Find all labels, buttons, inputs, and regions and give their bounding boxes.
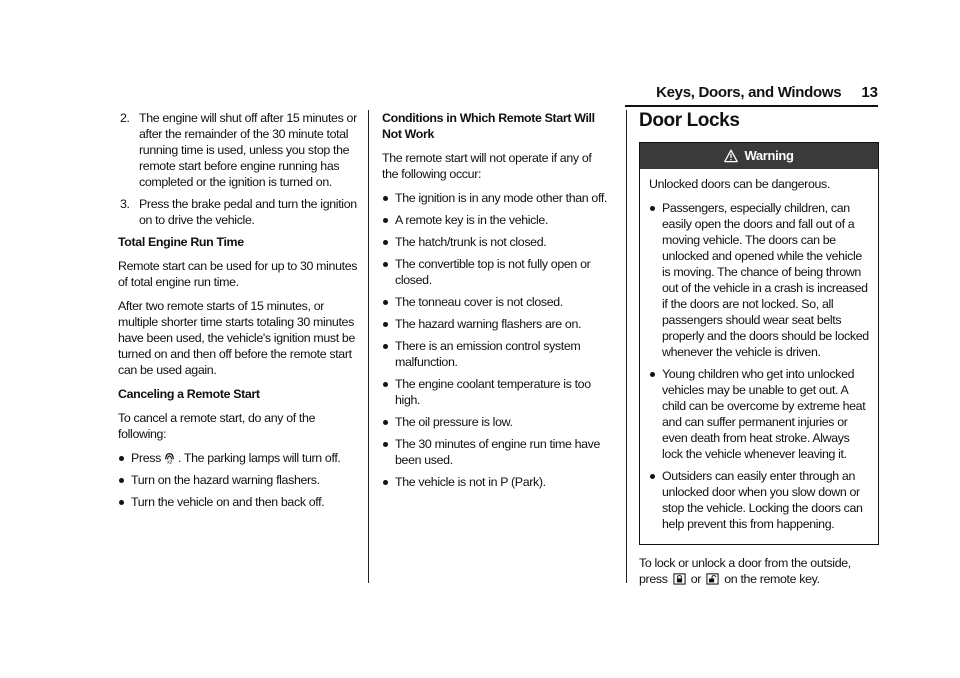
- conditions-intro: The remote start will not operate if any of the following occur:: [382, 151, 592, 181]
- list-item-text: Passengers, especially children, can easily open the doors and fall out of a moving vehicle. The doors can be unlocked and opened while the vehicle is moving. The chance of being thrown out of the vehicle in a crash is increased if the doors are not locked. So, all passengers should wear seat belts properly and the doors should be locked whenever the vehicle is driven.: [662, 201, 869, 359]
- list-item: [382, 414, 610, 430]
- list-item: [118, 450, 358, 466]
- list-item: [382, 436, 610, 468]
- list-item: [382, 316, 610, 332]
- bullet: [382, 212, 395, 228]
- run-time-heading: Total Engine Run Time: [118, 235, 244, 249]
- list-item-text: The convertible top is not fully open or closed.: [395, 257, 591, 287]
- lock-press-text: press: [639, 572, 668, 586]
- column-divider-right: [626, 110, 627, 583]
- step-text: Press the brake pedal and turn the ignition on to drive the vehicle.: [139, 197, 357, 227]
- run-time-paragraph-1: Remote start can be used for up to 30 minutes of total engine run time.: [118, 259, 358, 289]
- unlock-icon: [706, 572, 719, 585]
- bullet: [118, 472, 131, 488]
- run-time-paragraph-2: After two remote starts of 15 minutes, or multiple shorter time starts totaling 30 minutes have been used, the vehicle's ignition must be turned on and then off before the remote start can be used again.: [118, 299, 355, 377]
- lock-or-text: or: [690, 572, 702, 586]
- list-item-text: Turn the vehicle on and then back off.: [131, 495, 325, 509]
- lock-rest-text: on the remote key.: [724, 572, 820, 586]
- bullet: [382, 376, 395, 408]
- bullet: [382, 338, 395, 370]
- lock-instructions: [639, 555, 879, 587]
- bullet: [118, 494, 131, 510]
- list-item: [118, 494, 358, 510]
- bullet: [382, 234, 395, 250]
- column-2: [382, 110, 610, 498]
- press-rest-text: . The parking lamps will turn off.: [177, 451, 341, 465]
- list-item-text: The oil pressure is low.: [395, 415, 513, 429]
- press-text: Press: [131, 451, 161, 465]
- list-item: [382, 294, 610, 310]
- conditions-list: [382, 190, 610, 490]
- step-number: 3.: [120, 197, 130, 211]
- list-item: [649, 468, 869, 532]
- list-item: [649, 366, 869, 462]
- list-item: [118, 472, 358, 488]
- step-item: [118, 196, 358, 228]
- bullet: [382, 474, 395, 490]
- page-header: [656, 84, 878, 101]
- bullet: [382, 294, 395, 310]
- list-item: [382, 212, 610, 228]
- list-item-text: The vehicle is not in P (Park).: [395, 475, 546, 489]
- section-title: Keys, Doors, and Windows: [656, 84, 842, 101]
- bullet: [382, 190, 395, 206]
- bullet: [382, 256, 395, 288]
- bullet: [382, 436, 395, 468]
- svg-text:x2: x2: [166, 460, 172, 464]
- list-item: [382, 256, 610, 288]
- list-item-text: Outsiders can easily enter through an unlocked door when you slow down or stop the vehicle. Locking the doors can help prevent this from happening.: [662, 469, 863, 531]
- step-item: [118, 110, 358, 190]
- list-item: [382, 376, 610, 408]
- warning-box: [639, 142, 879, 545]
- warning-list: [649, 200, 869, 532]
- list-item-text: The tonneau cover is not closed.: [395, 295, 563, 309]
- bullet: [649, 200, 662, 360]
- column-divider-left: [368, 110, 369, 583]
- warning-triangle-icon: [724, 149, 738, 163]
- bullet: [649, 366, 662, 462]
- step-text: The engine will shut off after 15 minutes or after the remainder of the 30 minute total running time is used, unless you stop the remote start before engine running has completed or the ignition is turned on.: [139, 111, 357, 189]
- column-3: [639, 110, 879, 595]
- list-item-text: The engine coolant temperature is too high.: [395, 377, 591, 407]
- bullet: [382, 316, 395, 332]
- header-rule: [625, 105, 878, 107]
- cancel-heading: Canceling a Remote Start: [118, 387, 260, 401]
- bullet: [118, 450, 131, 466]
- list-item-text: The 30 minutes of engine run time have been used.: [395, 437, 601, 467]
- list-item-text: The hatch/trunk is not closed.: [395, 235, 547, 249]
- door-locks-title: Door Locks: [639, 110, 740, 131]
- cancel-list: [118, 450, 358, 510]
- remote-start-icon: [163, 451, 176, 464]
- list-item: [382, 474, 610, 490]
- list-item-text: The hazard warning flashers are on.: [395, 317, 582, 331]
- column-1: [118, 110, 358, 518]
- conditions-heading: Conditions in Which Remote Start Will Not Work: [382, 111, 595, 141]
- list-item-text: There is an emission control system malfunction.: [395, 339, 581, 369]
- bullet: [382, 414, 395, 430]
- list-item: [649, 200, 869, 360]
- list-item-text: A remote key is in the vehicle.: [395, 213, 549, 227]
- list-item-text: The ignition is in any mode other than off.: [395, 191, 608, 205]
- warning-header: [640, 143, 878, 169]
- list-item: [382, 190, 610, 206]
- warning-body: [640, 169, 878, 544]
- list-item-text: Turn on the hazard warning flashers.: [131, 473, 320, 487]
- list-item: [382, 338, 610, 370]
- page-number: 13: [861, 84, 878, 101]
- cancel-intro: To cancel a remote start, do any of the following:: [118, 411, 316, 441]
- lock-icon: [673, 572, 686, 585]
- warning-label: Warning: [744, 148, 794, 163]
- warning-intro: Unlocked doors can be dangerous.: [649, 177, 830, 191]
- list-item-text: Young children who get into unlocked vehicles may be unable to get out. A child can be overcome by extreme heat and can suffer permanent injuries or even death from heat stroke. Always lock the vehicle whenever leaving it.: [662, 367, 866, 461]
- list-item: [382, 234, 610, 250]
- step-number: 2.: [120, 111, 130, 125]
- bullet: [649, 468, 662, 532]
- lock-line-1: To lock or unlock a door from the outside,: [639, 556, 851, 570]
